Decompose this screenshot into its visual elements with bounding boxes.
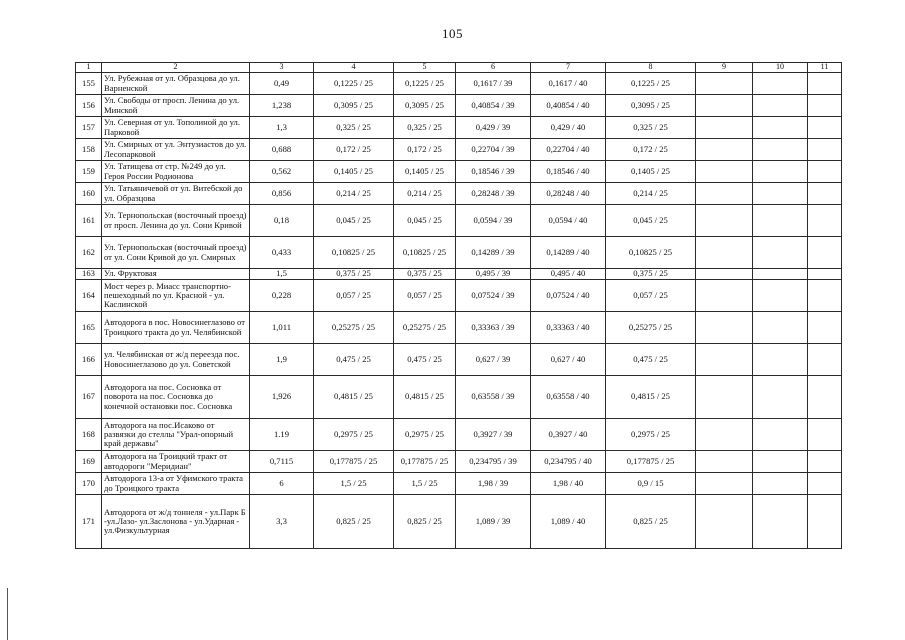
road-name-cell: Ул. Тернопольская (восточный проезд) от ул. Сони Кривой до ул. Смирных: [102, 237, 250, 269]
value-cell: 1,238: [250, 95, 314, 117]
value-cell: 1,089 / 40: [531, 495, 606, 549]
road-name-cell: Ул. Тернопольская (восточный проезд) от просп. Ленина до ул. Сони Кривой: [102, 205, 250, 237]
row-number-cell: 167: [76, 376, 102, 419]
row-number-cell: 156: [76, 95, 102, 117]
column-number: 2: [102, 63, 250, 73]
empty-cell: [696, 269, 753, 280]
empty-cell: [753, 183, 808, 205]
row-number-cell: 163: [76, 269, 102, 280]
value-cell: 0,688: [250, 139, 314, 161]
empty-cell: [808, 473, 842, 495]
empty-cell: [753, 376, 808, 419]
value-cell: 0,63558 / 40: [531, 376, 606, 419]
empty-cell: [808, 312, 842, 344]
row-number-cell: 158: [76, 139, 102, 161]
value-cell: 0,1405 / 25: [314, 161, 394, 183]
empty-cell: [696, 451, 753, 473]
value-cell: 0,28248 / 40: [531, 183, 606, 205]
value-cell: 0,228: [250, 280, 314, 312]
empty-cell: [696, 495, 753, 549]
value-cell: 0,375 / 25: [314, 269, 394, 280]
value-cell: 1,5 / 25: [394, 473, 456, 495]
value-cell: 0,495 / 40: [531, 269, 606, 280]
road-name-cell: Автодорога на Троицкий тракт от автодороги "Меридиан": [102, 451, 250, 473]
empty-cell: [753, 205, 808, 237]
table-row: [76, 73, 842, 95]
table-row: [76, 312, 842, 344]
value-cell: 0,177875 / 25: [314, 451, 394, 473]
table-row: [76, 473, 842, 495]
value-cell: 0,22704 / 40: [531, 139, 606, 161]
value-cell: 0,9 / 15: [606, 473, 696, 495]
empty-cell: [696, 73, 753, 95]
value-cell: 3,3: [250, 495, 314, 549]
empty-cell: [696, 205, 753, 237]
row-number-cell: 161: [76, 205, 102, 237]
value-cell: 0,07524 / 39: [456, 280, 531, 312]
value-cell: 0,3095 / 25: [606, 95, 696, 117]
empty-cell: [696, 419, 753, 451]
value-cell: 0,627 / 39: [456, 344, 531, 376]
value-cell: 0,33363 / 40: [531, 312, 606, 344]
column-number: 8: [606, 63, 696, 73]
table-row: [76, 495, 842, 549]
empty-cell: [696, 280, 753, 312]
empty-cell: [808, 344, 842, 376]
value-cell: 1,9: [250, 344, 314, 376]
value-cell: 0,3095 / 25: [394, 95, 456, 117]
value-cell: 0,4815 / 25: [606, 376, 696, 419]
value-cell: 0,25275 / 25: [394, 312, 456, 344]
row-number-cell: 169: [76, 451, 102, 473]
value-cell: 0,10825 / 25: [606, 237, 696, 269]
empty-cell: [808, 117, 842, 139]
empty-cell: [753, 161, 808, 183]
value-cell: 0,1617 / 40: [531, 73, 606, 95]
value-cell: 0,562: [250, 161, 314, 183]
value-cell: 1,98 / 39: [456, 473, 531, 495]
empty-cell: [808, 161, 842, 183]
value-cell: 0,429 / 40: [531, 117, 606, 139]
empty-cell: [808, 376, 842, 419]
value-cell: 0,0594 / 39: [456, 205, 531, 237]
row-number-cell: 171: [76, 495, 102, 549]
value-cell: 1,98 / 40: [531, 473, 606, 495]
empty-cell: [696, 183, 753, 205]
value-cell: 0,045 / 25: [606, 205, 696, 237]
value-cell: 6: [250, 473, 314, 495]
value-cell: 0,1405 / 25: [606, 161, 696, 183]
value-cell: 0,14289 / 40: [531, 237, 606, 269]
table-row: [76, 95, 842, 117]
value-cell: 0,475 / 25: [394, 344, 456, 376]
value-cell: 0,18546 / 39: [456, 161, 531, 183]
table-row: [76, 205, 842, 237]
empty-cell: [753, 344, 808, 376]
road-name-cell: Ул. Татищева от стр. №249 до ул. Героя России Родионова: [102, 161, 250, 183]
road-name-cell: Ул. Татьяничевой от ул. Витебской до ул. Образцова: [102, 183, 250, 205]
row-number-cell: 168: [76, 419, 102, 451]
value-cell: 1,926: [250, 376, 314, 419]
value-cell: 0,18546 / 40: [531, 161, 606, 183]
column-number: 6: [456, 63, 531, 73]
value-cell: 0,475 / 25: [314, 344, 394, 376]
empty-cell: [696, 139, 753, 161]
column-number: 7: [531, 63, 606, 73]
empty-cell: [808, 269, 842, 280]
row-number-cell: 166: [76, 344, 102, 376]
value-cell: 1,011: [250, 312, 314, 344]
road-name-cell: Ул. Свободы от просп. Ленина до ул. Минской: [102, 95, 250, 117]
value-cell: 0,214 / 25: [394, 183, 456, 205]
empty-cell: [808, 237, 842, 269]
empty-cell: [808, 419, 842, 451]
value-cell: 0,25275 / 25: [314, 312, 394, 344]
value-cell: 0,40854 / 39: [456, 95, 531, 117]
column-number: 11: [808, 63, 842, 73]
value-cell: 0,214 / 25: [606, 183, 696, 205]
table-row: [76, 376, 842, 419]
value-cell: 0,375 / 25: [606, 269, 696, 280]
value-cell: 1,3: [250, 117, 314, 139]
empty-cell: [753, 95, 808, 117]
value-cell: 0,28248 / 39: [456, 183, 531, 205]
value-cell: 0,172 / 25: [394, 139, 456, 161]
value-cell: 0,33363 / 39: [456, 312, 531, 344]
row-number-cell: 159: [76, 161, 102, 183]
empty-cell: [696, 117, 753, 139]
value-cell: 0,2975 / 25: [314, 419, 394, 451]
value-cell: 0,429 / 39: [456, 117, 531, 139]
value-cell: 0,10825 / 25: [314, 237, 394, 269]
road-name-cell: Ул. Смирных от ул. Энтузиастов до ул. Лесопарковой: [102, 139, 250, 161]
value-cell: 0,172 / 25: [314, 139, 394, 161]
table-row: [76, 419, 842, 451]
empty-cell: [753, 237, 808, 269]
value-cell: 1,5 / 25: [314, 473, 394, 495]
column-number: 9: [696, 63, 753, 73]
road-name-cell: Автодорога в пос. Новосинеглазово от Троицкого тракта до ул. Челябинской: [102, 312, 250, 344]
empty-cell: [753, 269, 808, 280]
empty-cell: [753, 312, 808, 344]
empty-cell: [808, 73, 842, 95]
empty-cell: [753, 73, 808, 95]
table-row: [76, 344, 842, 376]
value-cell: 0,172 / 25: [606, 139, 696, 161]
value-cell: 0,18: [250, 205, 314, 237]
value-cell: 0,14289 / 39: [456, 237, 531, 269]
empty-cell: [753, 495, 808, 549]
column-number: 1: [76, 63, 102, 73]
roads-table: [75, 62, 842, 549]
value-cell: 0,325 / 25: [606, 117, 696, 139]
row-number-cell: 157: [76, 117, 102, 139]
table-row: [76, 161, 842, 183]
empty-cell: [696, 237, 753, 269]
value-cell: 1.19: [250, 419, 314, 451]
road-name-cell: Ул. Рубежная от ул. Образцова до ул. Варненской: [102, 73, 250, 95]
road-name-cell: Автодорога на пос. Сосновка от поворота на пос. Сосновка до конечной остановки пос. Сосновка: [102, 376, 250, 419]
table-row: [76, 269, 842, 280]
value-cell: 0,0594 / 40: [531, 205, 606, 237]
row-number-cell: 160: [76, 183, 102, 205]
value-cell: 0,1405 / 25: [394, 161, 456, 183]
road-name-cell: Автодорога от ж/д тоннеля - ул.Парк Б -ул.Лазо- ул.Заслонова - ул.Ударная - ул.Физкультурная: [102, 495, 250, 549]
row-number-cell: 162: [76, 237, 102, 269]
value-cell: 0,825 / 25: [314, 495, 394, 549]
value-cell: 0,045 / 25: [394, 205, 456, 237]
row-number-cell: 155: [76, 73, 102, 95]
value-cell: 0,40854 / 40: [531, 95, 606, 117]
value-cell: 0,177875 / 25: [606, 451, 696, 473]
empty-cell: [753, 117, 808, 139]
empty-cell: [696, 312, 753, 344]
table-row: [76, 237, 842, 269]
empty-cell: [696, 161, 753, 183]
value-cell: 0,4815 / 25: [394, 376, 456, 419]
value-cell: 0,25275 / 25: [606, 312, 696, 344]
value-cell: 0,1225 / 25: [606, 73, 696, 95]
value-cell: 0,627 / 40: [531, 344, 606, 376]
road-name-cell: Автодорога 13-а от Уфимского тракта до Троицкого тракта: [102, 473, 250, 495]
value-cell: 0,325 / 25: [314, 117, 394, 139]
empty-cell: [808, 280, 842, 312]
value-cell: 0,234795 / 39: [456, 451, 531, 473]
column-number: 4: [314, 63, 394, 73]
empty-cell: [808, 95, 842, 117]
table-row: [76, 139, 842, 161]
value-cell: 0,433: [250, 237, 314, 269]
value-cell: 0,375 / 25: [394, 269, 456, 280]
table-row: [76, 183, 842, 205]
row-number-cell: 170: [76, 473, 102, 495]
value-cell: 0,057 / 25: [394, 280, 456, 312]
row-number-cell: 165: [76, 312, 102, 344]
empty-cell: [753, 451, 808, 473]
header-row: [76, 63, 842, 73]
column-number: 5: [394, 63, 456, 73]
empty-cell: [753, 280, 808, 312]
column-number: 3: [250, 63, 314, 73]
value-cell: 0,177875 / 25: [394, 451, 456, 473]
value-cell: 0,07524 / 40: [531, 280, 606, 312]
empty-cell: [696, 473, 753, 495]
value-cell: 0,045 / 25: [314, 205, 394, 237]
page-number: 105: [442, 26, 463, 41]
value-cell: 0,2975 / 25: [606, 419, 696, 451]
road-name-cell: Ул. Фруктовая: [102, 269, 250, 280]
value-cell: 0,4815 / 25: [314, 376, 394, 419]
margin-rule: [7, 588, 8, 640]
value-cell: 0,2975 / 25: [394, 419, 456, 451]
value-cell: 0,234795 / 40: [531, 451, 606, 473]
empty-cell: [808, 205, 842, 237]
value-cell: 0,63558 / 39: [456, 376, 531, 419]
value-cell: 0,214 / 25: [314, 183, 394, 205]
road-name-cell: Автодорога на пос.Исаково от развязки до стеллы "Урал-опорный край державы": [102, 419, 250, 451]
value-cell: 0,22704 / 39: [456, 139, 531, 161]
value-cell: 1,089 / 39: [456, 495, 531, 549]
value-cell: 0,057 / 25: [606, 280, 696, 312]
empty-cell: [808, 495, 842, 549]
value-cell: 0,1225 / 25: [394, 73, 456, 95]
empty-cell: [753, 419, 808, 451]
road-name-cell: Мост через р. Миасс транспортно-пешеходный по ул. Красной - ул. Каслинской: [102, 280, 250, 312]
empty-cell: [753, 139, 808, 161]
value-cell: 1,5: [250, 269, 314, 280]
empty-cell: [696, 344, 753, 376]
table-row: [76, 280, 842, 312]
value-cell: 0,475 / 25: [606, 344, 696, 376]
table-row: [76, 451, 842, 473]
value-cell: 0,10825 / 25: [394, 237, 456, 269]
value-cell: 0,856: [250, 183, 314, 205]
empty-cell: [808, 139, 842, 161]
column-number: 10: [753, 63, 808, 73]
value-cell: 0,825 / 25: [394, 495, 456, 549]
value-cell: 0,825 / 25: [606, 495, 696, 549]
empty-cell: [808, 451, 842, 473]
value-cell: 0,1225 / 25: [314, 73, 394, 95]
empty-cell: [808, 183, 842, 205]
value-cell: 0,3927 / 39: [456, 419, 531, 451]
road-name-cell: ул. Челябинская от ж/д переезда пос. Новосинеглазово до ул. Советской: [102, 344, 250, 376]
row-number-cell: 164: [76, 280, 102, 312]
value-cell: 0,3095 / 25: [314, 95, 394, 117]
value-cell: 0,1617 / 39: [456, 73, 531, 95]
empty-cell: [753, 473, 808, 495]
road-name-cell: Ул. Северная от ул. Тополиной до ул. Парковой: [102, 117, 250, 139]
empty-cell: [696, 376, 753, 419]
value-cell: 0,495 / 39: [456, 269, 531, 280]
value-cell: 0,49: [250, 73, 314, 95]
value-cell: 0,325 / 25: [394, 117, 456, 139]
empty-cell: [696, 95, 753, 117]
value-cell: 0,7115: [250, 451, 314, 473]
table-row: [76, 117, 842, 139]
value-cell: 0,3927 / 40: [531, 419, 606, 451]
value-cell: 0,057 / 25: [314, 280, 394, 312]
